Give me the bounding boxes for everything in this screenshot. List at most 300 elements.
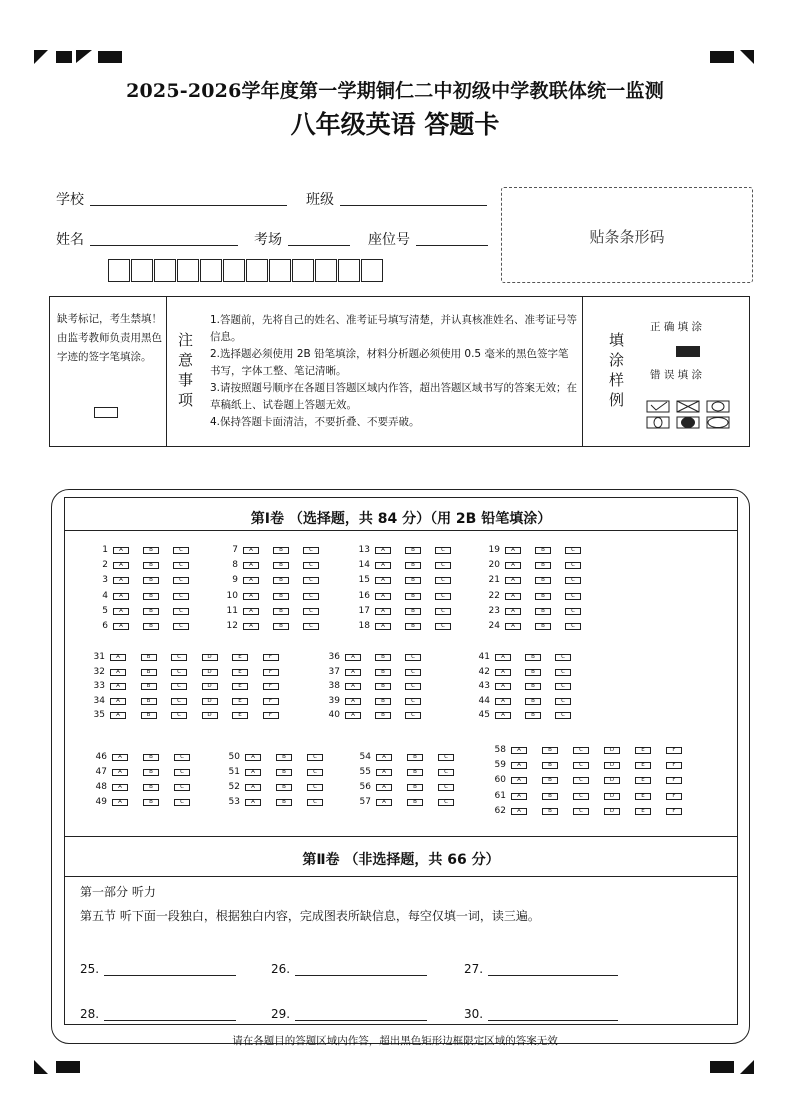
question-number: 20 (488, 560, 500, 571)
answer-bubble[interactable]: A (505, 623, 521, 630)
answer-bubble[interactable]: B (141, 654, 157, 661)
answer-bubble[interactable]: A (113, 593, 129, 600)
answer-bubble[interactable]: B (276, 784, 292, 791)
question-number: 42 (478, 666, 490, 677)
answer-bubble[interactable]: B (542, 762, 558, 769)
answer-bubble[interactable]: A (345, 683, 361, 690)
corner-mark (710, 51, 734, 63)
answer-bubble[interactable]: A (495, 712, 511, 719)
answer-bubble[interactable]: C (573, 777, 589, 784)
answer-bubble[interactable]: C (438, 784, 454, 791)
question-number: 53 (228, 797, 240, 807)
class-field[interactable] (340, 205, 487, 206)
answer-bubble[interactable]: A (375, 623, 391, 630)
answer-bubble[interactable]: C (405, 712, 421, 719)
question-number: 14 (358, 560, 370, 571)
answer-bubble[interactable]: A (243, 577, 259, 584)
answer-bubble[interactable]: A (112, 784, 128, 791)
section2-heading: 第Ⅱ卷 （非选择题，共 66 分） (302, 852, 500, 868)
question-number: 33 (93, 681, 105, 692)
answer-bubble[interactable]: B (143, 577, 159, 584)
answer-bubble[interactable]: E (232, 654, 248, 661)
answer-bubble[interactable]: A (243, 562, 259, 569)
question-number: 36 (328, 652, 340, 662)
answer-bubble[interactable]: B (405, 547, 421, 554)
answer-bubble[interactable]: B (375, 712, 391, 719)
answer-bubble[interactable]: C (173, 562, 189, 569)
blank-label: 29. (271, 1007, 291, 1021)
wrong-fill-label: 错 误 填 涂 (650, 369, 703, 381)
answer-blank[interactable] (488, 1020, 618, 1021)
answer-blank[interactable] (488, 975, 618, 976)
answer-bubble[interactable]: F (263, 698, 279, 705)
answer-bubble[interactable]: A (243, 623, 259, 630)
answer-bubble[interactable]: D (604, 762, 620, 769)
question-number: 61 (494, 790, 506, 801)
answer-bubble[interactable]: A (375, 593, 391, 600)
answer-bubble[interactable]: B (405, 562, 421, 569)
question-number: 51 (228, 767, 240, 777)
exam-number-box[interactable] (154, 259, 176, 282)
name-label: 姓名 (56, 232, 84, 248)
seat-field[interactable] (416, 245, 488, 246)
answer-bubble[interactable]: A (345, 698, 361, 705)
answer-bubble[interactable]: B (525, 712, 541, 719)
answer-bubble[interactable]: B (141, 669, 157, 676)
answer-bubble[interactable]: A (375, 608, 391, 615)
answer-bubble[interactable]: C (555, 654, 571, 661)
answer-bubble[interactable]: B (375, 654, 391, 661)
answer-bubble[interactable]: F (263, 654, 279, 661)
answer-bubble[interactable]: B (143, 623, 159, 630)
answer-bubble[interactable]: C (173, 577, 189, 584)
answer-bubble[interactable]: B (525, 669, 541, 676)
answer-bubble[interactable]: A (375, 562, 391, 569)
question-number: 23 (488, 605, 500, 616)
answer-bubble[interactable]: C (438, 754, 454, 761)
answer-bubble[interactable]: C (565, 577, 581, 584)
answer-bubble[interactable]: D (202, 669, 218, 676)
corner-mark (710, 1061, 734, 1073)
notice-item: 3.请按照题号顺序在各题目答题区域内作答，超出答题区域书写的答案无效；在草稿纸上、试卷题上答题无效。 (210, 382, 578, 411)
answer-bubble[interactable]: B (143, 799, 159, 806)
answer-bubble[interactable]: A (245, 754, 261, 761)
exam-room-field[interactable] (288, 245, 350, 246)
question-number: 40 (328, 710, 340, 721)
answer-bubble[interactable]: C (435, 577, 451, 584)
exam-number-box[interactable] (269, 259, 291, 282)
answer-bubble[interactable]: B (143, 784, 159, 791)
answer-bubble[interactable]: C (307, 754, 323, 761)
answer-bubble[interactable]: B (405, 623, 421, 630)
notice-item: 1.答题前，先将自己的姓名、准考证号填写清楚，并认真核准姓名、准考证号等信息。 (210, 314, 578, 343)
question-number: 34 (93, 695, 105, 706)
answer-bubble[interactable]: A (495, 669, 511, 676)
answer-bubble[interactable]: E (232, 683, 248, 690)
exam-number-box[interactable] (200, 259, 222, 282)
answer-bubble[interactable]: A (110, 683, 126, 690)
answer-bubble[interactable]: F (666, 808, 682, 815)
question-number: 4 (102, 590, 108, 601)
answer-bubble[interactable]: A (113, 562, 129, 569)
answer-bubble[interactable]: C (174, 769, 190, 776)
answer-bubble[interactable]: B (407, 754, 423, 761)
answer-bubble[interactable]: A (245, 769, 261, 776)
blank-label: 30. (464, 1007, 484, 1021)
exam-number-box[interactable] (246, 259, 268, 282)
question-number: 1 (102, 545, 108, 555)
answer-bubble[interactable]: D (202, 654, 218, 661)
question-number: 43 (478, 681, 490, 692)
question-number: 22 (488, 590, 500, 601)
answer-bubble[interactable]: E (635, 747, 651, 754)
question-number: 59 (494, 760, 506, 771)
question-number: 37 (328, 666, 340, 677)
answer-bubble[interactable]: A (511, 762, 527, 769)
answer-bubble[interactable]: B (143, 754, 159, 761)
answer-blank[interactable] (295, 1020, 427, 1021)
answer-bubble[interactable]: A (495, 698, 511, 705)
answer-bubble[interactable]: C (565, 547, 581, 554)
answer-bubble[interactable]: A (245, 799, 261, 806)
answer-bubble[interactable]: C (565, 623, 581, 630)
school-label: 学校 (56, 192, 84, 208)
absence-text: 缺考标记，考生禁填！由监考教师负责用黑色字迹的签字笔填涂。 (57, 313, 162, 363)
corner-mark (34, 1060, 48, 1074)
exam-number-box[interactable] (108, 259, 130, 282)
school-field[interactable] (90, 205, 287, 206)
answer-bubble[interactable]: B (143, 769, 159, 776)
answer-bubble[interactable]: C (171, 654, 187, 661)
answer-bubble[interactable]: A (376, 754, 392, 761)
question-number: 46 (95, 752, 107, 762)
answer-bubble[interactable]: B (273, 593, 289, 600)
answer-bubble[interactable]: C (555, 683, 571, 690)
correct-fill-sample (676, 346, 700, 357)
exam-number-box[interactable] (338, 259, 360, 282)
question-number: 15 (358, 575, 370, 586)
answer-bubble[interactable]: B (535, 562, 551, 569)
question-number: 55 (359, 767, 371, 777)
answer-bubble[interactable]: C (171, 683, 187, 690)
question-number: 16 (358, 590, 370, 601)
question-number: 50 (228, 752, 240, 762)
answer-bubble[interactable]: E (635, 808, 651, 815)
answer-bubble[interactable]: C (405, 654, 421, 661)
answer-bubble[interactable]: A (511, 808, 527, 815)
answer-bubble[interactable]: B (542, 747, 558, 754)
answer-bubble[interactable]: C (573, 808, 589, 815)
answer-bubble[interactable]: C (173, 547, 189, 554)
barcode-label: 贴条条形码 (589, 228, 665, 246)
sample-heading: 填涂样例 (609, 331, 625, 409)
answer-bubble[interactable]: C (173, 608, 189, 615)
answer-bubble[interactable]: C (303, 593, 319, 600)
answer-bubble[interactable]: C (307, 799, 323, 806)
section1-heading: 第Ⅰ卷 （选择题，共 84 分）（用 2B 铅笔填涂） (250, 511, 552, 527)
question-number: 58 (494, 745, 506, 755)
answer-bubble[interactable]: A (245, 784, 261, 791)
answer-bubble[interactable]: B (375, 669, 391, 676)
class-label: 班级 (306, 192, 334, 208)
answer-bubble[interactable]: C (405, 669, 421, 676)
answer-bubble[interactable]: B (535, 593, 551, 600)
answer-bubble[interactable]: A (113, 623, 129, 630)
answer-bubble[interactable]: B (535, 547, 551, 554)
exam-number-box[interactable] (361, 259, 383, 282)
question-number: 45 (478, 710, 490, 721)
seat-label: 座位号 (368, 232, 410, 248)
answer-bubble[interactable]: E (232, 712, 248, 719)
answer-bubble[interactable]: B (273, 623, 289, 630)
answer-bubble[interactable]: B (525, 698, 541, 705)
question-number: 54 (359, 752, 371, 762)
exam-number-box[interactable] (292, 259, 314, 282)
blank-label: 27. (464, 962, 484, 976)
correct-fill-label: 正 确 填 涂 (650, 321, 703, 333)
answer-blank[interactable] (104, 975, 236, 976)
answer-bubble[interactable]: A (113, 547, 129, 554)
corner-mark (740, 50, 754, 64)
answer-bubble[interactable]: C (565, 562, 581, 569)
answer-bubble[interactable]: C (435, 562, 451, 569)
question-number: 47 (95, 767, 107, 777)
question-number: 21 (488, 575, 500, 586)
answer-bubble[interactable]: C (303, 623, 319, 630)
notice-item: 4.保持答题卡面清洁，不要折叠、不要弄破。 (210, 416, 420, 428)
answer-bubble[interactable]: B (141, 712, 157, 719)
answer-bubble[interactable]: C (435, 623, 451, 630)
answer-bubble[interactable]: B (405, 608, 421, 615)
answer-bubble[interactable]: B (542, 793, 558, 800)
answer-bubble[interactable]: C (303, 547, 319, 554)
answer-bubble[interactable]: A (375, 547, 391, 554)
question-number: 41 (478, 652, 490, 662)
answer-bubble[interactable]: F (666, 777, 682, 784)
question-number: 3 (102, 575, 108, 586)
answer-bubble[interactable]: B (535, 577, 551, 584)
answer-bubble[interactable]: A (495, 654, 511, 661)
answer-bubble[interactable]: C (438, 799, 454, 806)
answer-bubble[interactable]: A (113, 577, 129, 584)
answer-bubble[interactable]: C (435, 547, 451, 554)
answer-bubble[interactable]: B (405, 593, 421, 600)
question-number: 2 (102, 560, 108, 571)
answer-bubble[interactable]: A (110, 698, 126, 705)
answer-bubble[interactable]: A (505, 577, 521, 584)
answer-bubble[interactable]: C (405, 698, 421, 705)
absence-mark-box[interactable] (94, 407, 118, 418)
page-subtitle: 八年级英语 答题卡 (290, 110, 500, 139)
answer-bubble[interactable]: B (407, 769, 423, 776)
answer-bubble[interactable]: A (243, 547, 259, 554)
question-number: 57 (359, 797, 371, 807)
barcode-area (501, 187, 753, 283)
answer-bubble[interactable]: A (511, 777, 527, 784)
answer-bubble[interactable]: C (565, 593, 581, 600)
answer-bubble[interactable]: C (174, 799, 190, 806)
name-field[interactable] (90, 245, 238, 246)
answer-bubble[interactable]: B (407, 799, 423, 806)
answer-bubble[interactable]: C (303, 562, 319, 569)
answer-bubble[interactable]: E (635, 777, 651, 784)
answer-bubble[interactable]: C (303, 608, 319, 615)
answer-bubble[interactable]: F (666, 747, 682, 754)
answer-bubble[interactable]: C (303, 577, 319, 584)
answer-bubble[interactable]: E (635, 762, 651, 769)
answer-bubble[interactable]: B (405, 577, 421, 584)
answer-bubble[interactable]: C (573, 747, 589, 754)
notice-heading: 注意事项 (178, 331, 194, 409)
answer-bubble[interactable]: C (435, 593, 451, 600)
question-number: 11 (226, 605, 238, 616)
answer-bubble[interactable]: B (273, 608, 289, 615)
blank-label: 25. (80, 962, 100, 976)
answer-bubble[interactable]: B (143, 547, 159, 554)
blank-label: 26. (271, 962, 291, 976)
answer-bubble[interactable]: C (573, 793, 589, 800)
answer-bubble[interactable]: A (495, 683, 511, 690)
answer-bubble[interactable]: B (407, 784, 423, 791)
answer-bubble[interactable]: C (173, 623, 189, 630)
answer-bubble[interactable]: E (635, 793, 651, 800)
answer-bubble[interactable]: B (141, 698, 157, 705)
answer-bubble[interactable]: D (604, 793, 620, 800)
answer-bubble[interactable]: A (376, 784, 392, 791)
answer-bubble[interactable]: A (505, 562, 521, 569)
answer-bubble[interactable]: B (143, 608, 159, 615)
notice-box (49, 296, 750, 447)
answer-bubble[interactable]: A (243, 608, 259, 615)
exam-number-box[interactable] (315, 259, 337, 282)
question-number: 7 (232, 545, 238, 555)
answer-bubble[interactable]: A (505, 547, 521, 554)
answer-bubble[interactable]: C (435, 608, 451, 615)
answer-blank[interactable] (295, 975, 427, 976)
answer-bubble[interactable]: A (345, 669, 361, 676)
answer-bubble[interactable]: C (555, 712, 571, 719)
question-number: 38 (328, 681, 340, 692)
answer-bubble[interactable]: A (243, 593, 259, 600)
exam-room-label: 考场 (254, 232, 282, 248)
question-number: 12 (226, 621, 238, 631)
question-number: 44 (478, 695, 490, 706)
answer-bubble[interactable]: C (307, 769, 323, 776)
answer-bubble[interactable]: C (171, 698, 187, 705)
answer-bubble[interactable]: F (666, 793, 682, 800)
answer-bubble[interactable]: D (202, 698, 218, 705)
answer-bubble[interactable]: A (110, 712, 126, 719)
question-number: 62 (494, 805, 506, 816)
answer-bubble[interactable]: A (511, 747, 527, 754)
answer-bubble[interactable]: A (505, 593, 521, 600)
answer-blank[interactable] (104, 1020, 236, 1021)
wrong-fill-samples (646, 400, 732, 432)
answer-bubble[interactable]: D (202, 683, 218, 690)
answer-bubble[interactable]: D (604, 808, 620, 815)
answer-bubble[interactable]: F (263, 712, 279, 719)
notice-items (210, 312, 578, 431)
answer-bubble[interactable]: C (555, 698, 571, 705)
answer-bubble[interactable]: B (542, 777, 558, 784)
question-number: 48 (95, 782, 107, 792)
answer-bubble[interactable]: E (232, 669, 248, 676)
answer-bubble[interactable]: C (171, 669, 187, 676)
answer-bubble[interactable]: B (273, 562, 289, 569)
answer-bubble[interactable]: C (307, 784, 323, 791)
answer-bubble[interactable]: A (112, 799, 128, 806)
question-number: 8 (232, 560, 238, 571)
answer-bubble[interactable]: B (276, 754, 292, 761)
answer-bubble[interactable]: A (110, 654, 126, 661)
answer-bubble[interactable]: C (174, 754, 190, 761)
answer-bubble[interactable]: B (273, 577, 289, 584)
answer-bubble[interactable]: C (438, 769, 454, 776)
exam-number-box[interactable] (177, 259, 199, 282)
answer-bubble[interactable]: F (263, 683, 279, 690)
answer-bubble[interactable]: B (542, 808, 558, 815)
question-number: 49 (95, 797, 107, 807)
answer-bubble[interactable]: A (112, 754, 128, 761)
answer-bubble[interactable]: B (276, 799, 292, 806)
answer-bubble[interactable]: A (345, 654, 361, 661)
answer-bubble[interactable]: B (525, 654, 541, 661)
answer-bubble[interactable]: B (535, 623, 551, 630)
question-number: 5 (102, 605, 108, 616)
answer-bubble[interactable]: B (143, 593, 159, 600)
answer-bubble[interactable]: C (555, 669, 571, 676)
answer-bubble[interactable]: D (604, 777, 620, 784)
answer-bubble[interactable]: B (273, 547, 289, 554)
answer-bubble[interactable]: A (376, 799, 392, 806)
answer-bubble[interactable]: B (535, 608, 551, 615)
answer-bubble[interactable]: F (666, 762, 682, 769)
answer-bubble[interactable]: D (202, 712, 218, 719)
answer-bubble[interactable]: A (505, 608, 521, 615)
exam-number-box[interactable] (223, 259, 245, 282)
answer-bubble[interactable]: C (405, 683, 421, 690)
answer-bubble[interactable]: A (113, 608, 129, 615)
question-number: 35 (93, 710, 105, 721)
corner-mark (98, 51, 122, 63)
answer-bubble[interactable]: C (573, 762, 589, 769)
answer-bubble[interactable]: E (232, 698, 248, 705)
answer-bubble[interactable]: F (263, 669, 279, 676)
answer-bubble[interactable]: B (141, 683, 157, 690)
answer-bubble[interactable]: C (174, 784, 190, 791)
answer-bubble[interactable]: D (604, 747, 620, 754)
corner-mark (56, 1061, 80, 1073)
answer-bubble[interactable]: B (143, 562, 159, 569)
answer-bubble[interactable]: B (375, 698, 391, 705)
answer-bubble[interactable]: A (345, 712, 361, 719)
answer-bubble[interactable]: B (525, 683, 541, 690)
corner-mark (76, 50, 92, 63)
answer-bubble[interactable]: A (511, 793, 527, 800)
answer-bubble[interactable]: C (565, 608, 581, 615)
answer-bubble[interactable]: A (375, 577, 391, 584)
blank-label: 28. (80, 1007, 100, 1021)
exam-number-box[interactable] (131, 259, 153, 282)
answer-bubble[interactable]: B (276, 769, 292, 776)
answer-bubble[interactable]: A (110, 669, 126, 676)
answer-bubble[interactable]: C (171, 712, 187, 719)
question-number: 24 (488, 621, 500, 631)
answer-bubble[interactable]: C (173, 593, 189, 600)
answer-bubble[interactable]: A (112, 769, 128, 776)
answer-bubble[interactable]: A (376, 769, 392, 776)
answer-bubble[interactable]: B (375, 683, 391, 690)
